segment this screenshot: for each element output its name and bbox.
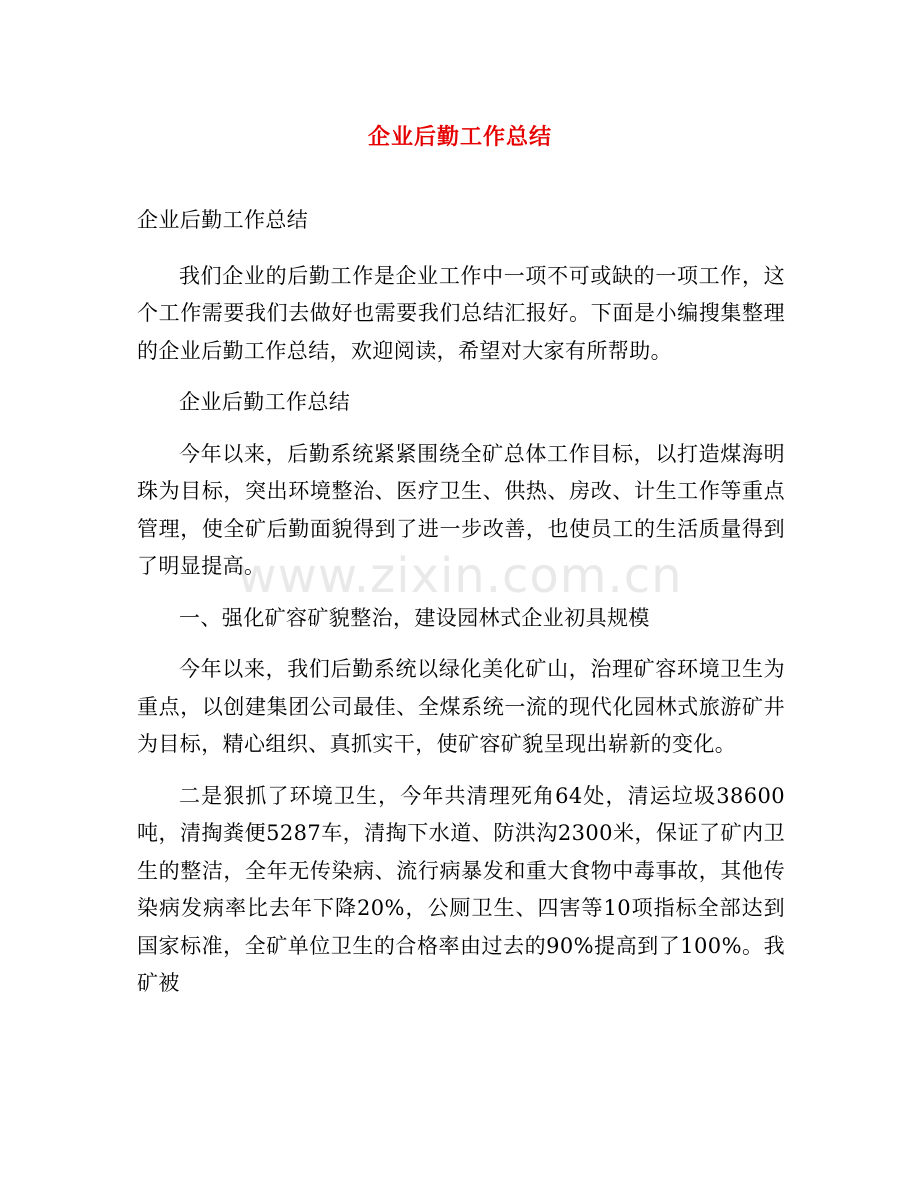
section-heading-one: 一、强化矿容矿貌整治，建设园林式企业初具规模 xyxy=(179,605,650,630)
paragraph-subheading: 企业后勤工作总结 xyxy=(179,390,351,414)
document-title: 企业后勤工作总结 xyxy=(367,124,552,150)
paragraph-sanitation: 二是狠抓了环境卫生，今年共清理死角64处，清运垃圾38600吨，清掏粪便5287车，清掏下水道、防洪沟2300米，保证了矿内卫生的整洁，全年无传染病、流行病暴发和重大食物中毒事故，其他传染病发病率比去年下降20%，公厕卫生、四害等10项指标全部达到国家标准，全矿单位卫生的合格率由过去的90%提高到了100%。我矿被 xyxy=(137,783,785,995)
document-body xyxy=(137,202,785,1017)
paragraph-intro: 我们企业的后勤工作是企业工作中一项不可或缺的一项工作，这个工作需要我们去做好也需要我们总结汇报好。下面是小编搜集整理的企业后勤工作总结，欢迎阅读，希望对大家有所帮助。 xyxy=(137,263,785,363)
paragraph-greening: 今年以来，我们后勤系统以绿化美化矿山，治理矿容环境卫生为重点，以创建集团公司最佳、全煤系统一流的现代化园林式旅游矿井为目标，精心组织、真抓实干，使矿容矿貌呈现出崭新的变化。 xyxy=(137,657,785,756)
paragraph-heading: 企业后勤工作总结 xyxy=(137,208,309,232)
paragraph-overview: 今年以来，后勤系统紧紧围绕全矿总体工作目标，以打造煤海明珠为目标，突出环境整治、医疗卫生、供热、房改、计生工作等重点管理，使全矿后勤面貌得到了进一步改善，也使员工的生活质量得到了明显提高。 xyxy=(137,441,785,578)
watermark-text: www.zixin.com.cn xyxy=(237,548,683,604)
